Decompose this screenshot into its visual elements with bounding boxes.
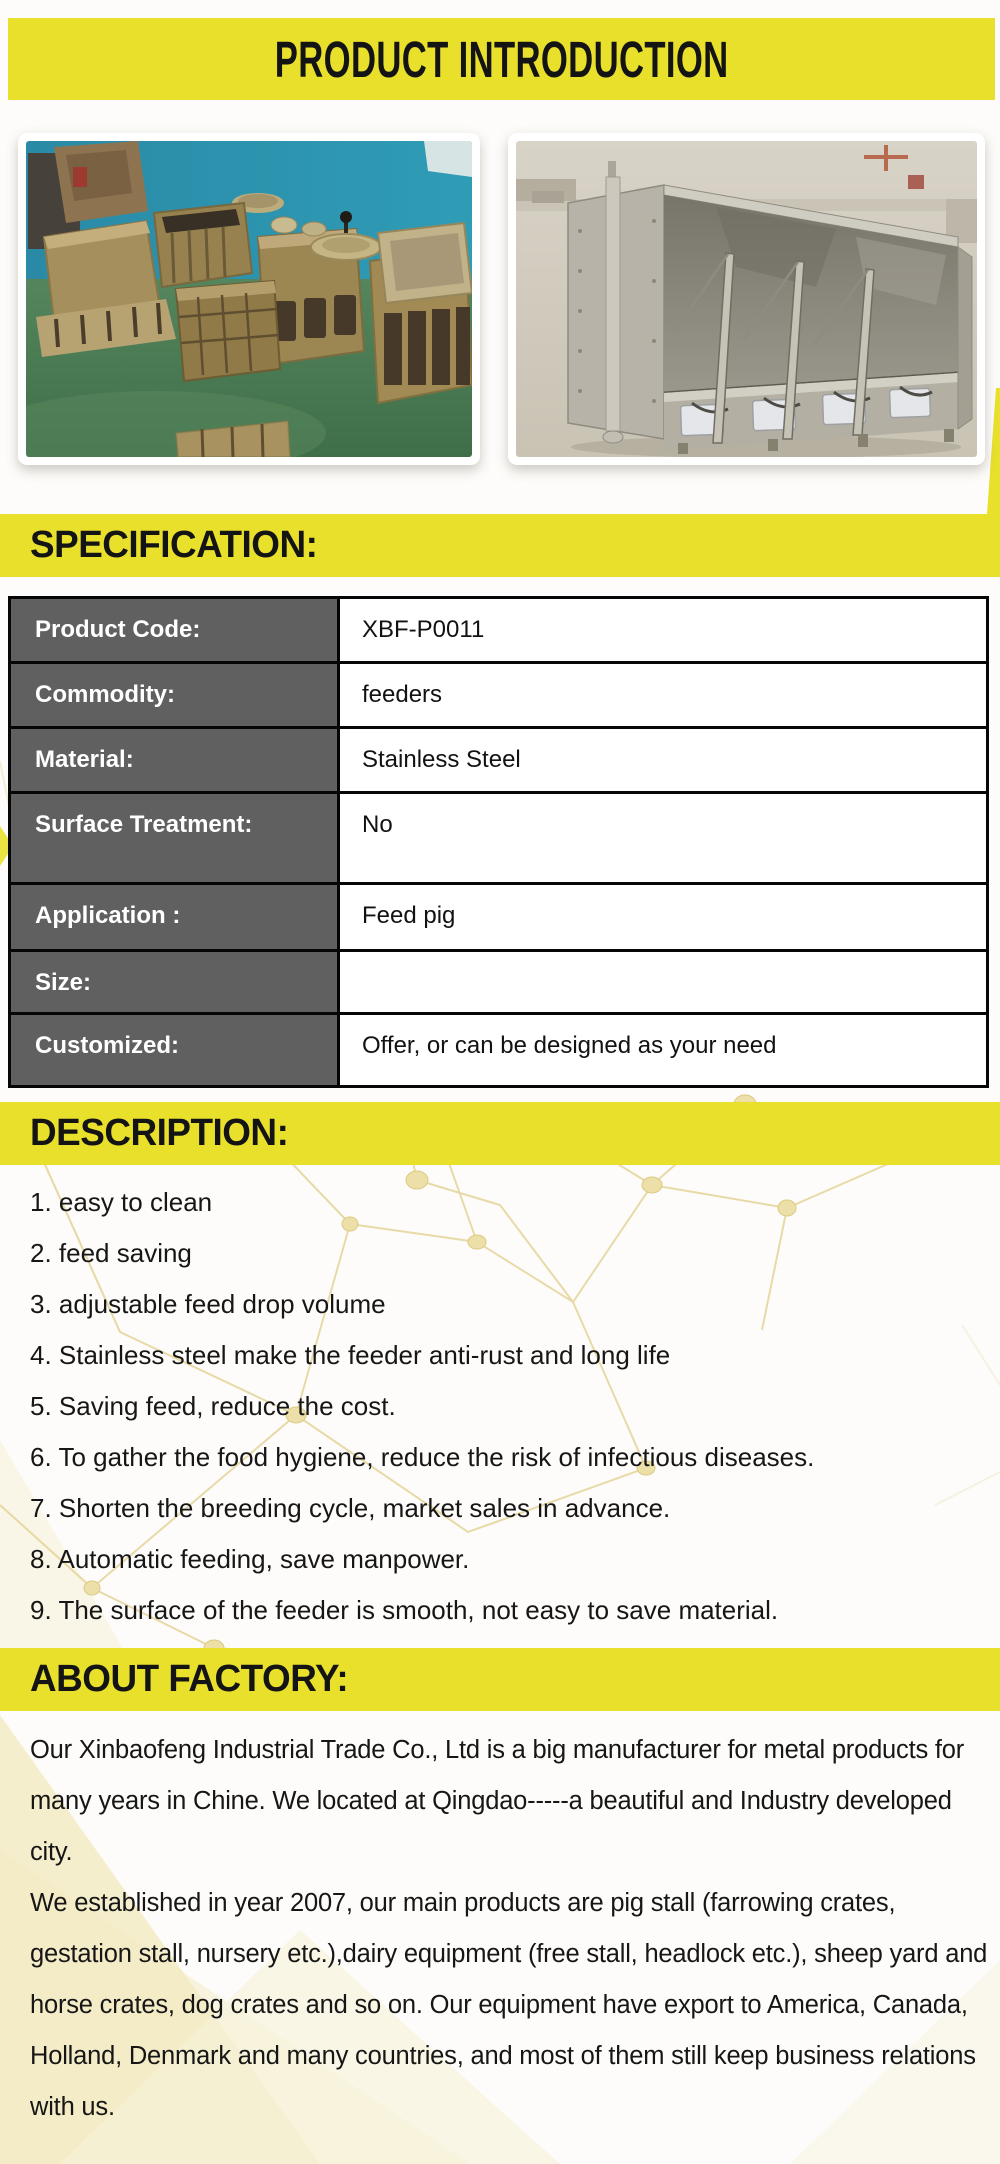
spec-value-cell: feeders: [339, 663, 988, 728]
table-row: [10, 728, 988, 793]
about-factory-paragraph: We established in year 2007, our main products are pig stall (farrowing crates, gestation stall, nursery etc.),dairy equipment (free stall, headlock etc.), sheep yard and horse crates, dog crates and so on. Our equipment have export to America, Canada, Holland, Denmark and many countries, and most of them still keep business relations with us.: [30, 1889, 988, 2121]
specification-table: [8, 596, 989, 1088]
table-row: [10, 793, 988, 884]
description-item: 4. Stainless steel make the feeder anti-rust and long life: [30, 1340, 671, 1370]
table-row: [10, 598, 988, 663]
description-item: 9. The surface of the feeder is smooth, not easy to save material.: [30, 1595, 779, 1625]
spec-label-cell: Surface Treatment:: [10, 793, 339, 884]
spec-label-cell: Customized:: [10, 1014, 339, 1087]
description-item: 7. Shorten the breeding cycle, market sales in advance.: [30, 1493, 671, 1523]
product-photo-right: [508, 133, 985, 465]
product-photo-left: [18, 133, 480, 465]
description-item: 6. To gather the food hygiene, reduce the risk of infectious diseases.: [30, 1442, 815, 1472]
spec-value-cell: [339, 951, 988, 1014]
description-item: 5. Saving feed, reduce the cost.: [30, 1391, 396, 1421]
table-row: [10, 663, 988, 728]
description-item: 3. adjustable feed drop volume: [30, 1289, 386, 1319]
specification-heading: SPECIFICATION:: [30, 524, 318, 566]
about-factory-heading: ABOUT FACTORY:: [30, 1658, 349, 1700]
spec-value-cell: Stainless Steel: [339, 728, 988, 793]
spec-value-cell: Offer, or can be designed as your need: [339, 1014, 988, 1087]
about-factory-text: [30, 1725, 990, 2133]
description-item: 2. feed saving: [30, 1238, 192, 1268]
spec-value-cell: XBF-P0011: [339, 598, 988, 663]
spec-label-cell: Size:: [10, 951, 339, 1014]
specification-heading-band: [0, 514, 1000, 577]
product-photos: [18, 133, 985, 465]
spec-label-cell: Commodity:: [10, 663, 339, 728]
table-row: [10, 884, 988, 951]
description-list: [30, 1177, 1000, 1636]
about-factory-heading-band: [0, 1648, 1000, 1711]
table-row: [10, 951, 988, 1014]
about-factory-paragraph: Our Xinbaofeng Industrial Trade Co., Ltd is a big manufacturer for metal products for many years in Chine. We located at Qingdao-----a beautiful and Industry developed city.: [30, 1736, 965, 1866]
spec-label-cell: Product Code:: [10, 598, 339, 663]
description-item: 8. Automatic feeding, save manpower.: [30, 1544, 470, 1574]
spec-value-cell: Feed pig: [339, 884, 988, 951]
photo-left-illustration: [26, 141, 472, 457]
title-banner: [8, 18, 995, 100]
table-row: [10, 1014, 988, 1087]
spec-label-cell: Material:: [10, 728, 339, 793]
spec-value-cell: No: [339, 793, 988, 884]
spec-label-cell: Application :: [10, 884, 339, 951]
description-item: 1. easy to clean: [30, 1187, 213, 1217]
description-heading-band: [0, 1102, 1000, 1165]
page-title: PRODUCT INTRODUCTION: [274, 30, 729, 88]
photo-right-illustration: [516, 141, 977, 457]
description-heading: DESCRIPTION:: [30, 1112, 289, 1154]
